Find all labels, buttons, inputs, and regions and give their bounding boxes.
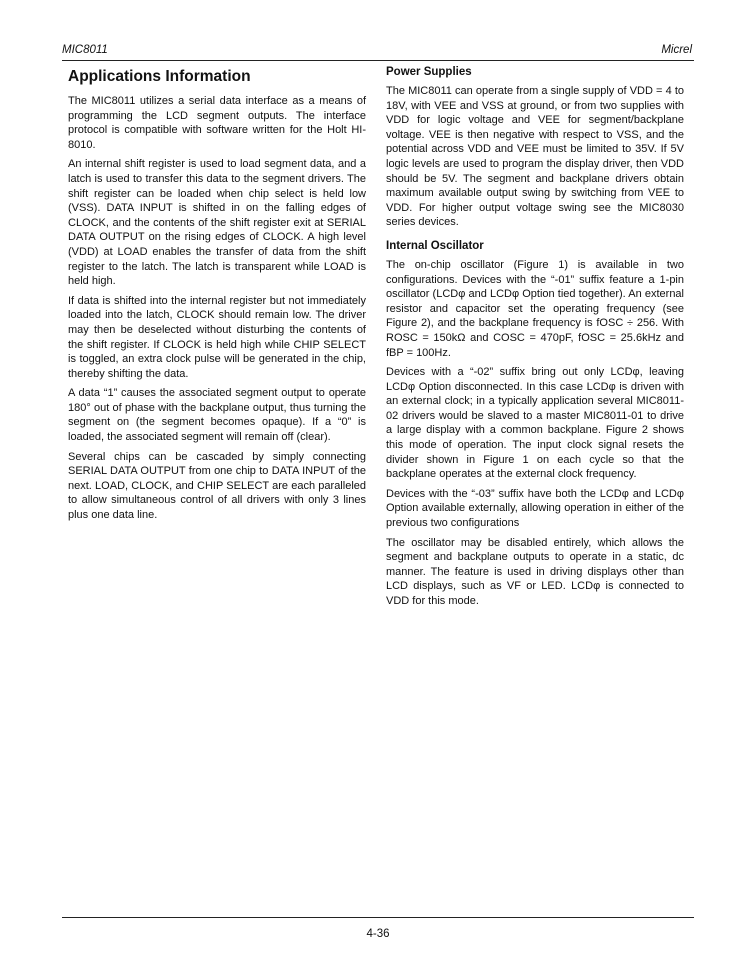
paragraph: The MIC8011 utilizes a serial data interface as a means of programming the LCD segment outputs. The interface protocol is compatible with software written for the Holt HI-8010. bbox=[68, 95, 366, 151]
right-column bbox=[386, 64, 684, 614]
paragraph: Several chips can be cascaded by simply connecting SERIAL DATA OUTPUT from one chip to DATA INPUT of the next. LOAD, CLOCK, and CHIP SELECT are each paralleled to allow simultaneous control of all drivers with only 3 lines plus one data line. bbox=[68, 450, 366, 522]
footer-rule bbox=[62, 917, 694, 918]
internal-oscillator-heading: Internal Oscillator bbox=[386, 239, 484, 252]
paragraph: A data “1” causes the associated segment output to operate 180° out of phase with the backplane output, thus turning the segment on (the segment becomes opaque). If a “0” is loaded, the associated segment will remain off (clear). bbox=[68, 387, 366, 444]
paragraph: The MIC8011 can operate from a single supply of VDD = 4 to 18V, with VEE and VSS at ground, or from two supplies with VDD for logic voltage and VEE for segment/backplane voltage. VEE is then negative with respect to VSS, and the potential across VDD and VEE must be limited to 35V. If 5V logic levels are used to program the display driver, then VDD should be 5V. The segment and backplane drivers obtain maximum available output swing by switching from VEE to VDD. For higher output voltage swing see the MIC8030 series devices. bbox=[386, 85, 684, 229]
paragraph: An internal shift register is used to load segment data, and a latch is used to transfer this data to the segment drivers. The shift register can be loaded when chip select is held low (VSS). DATA INPUT is shifted in on the falling edges of CLOCK, and the contents of the shift register exit at SERIAL DATA OUTPUT on the rising edges of CLOCK. A high level (VDD) at LOAD enables the transfer of data from the shift register to the latch. The latch is transparent while LOAD is held high. bbox=[68, 158, 366, 288]
left-column bbox=[68, 64, 366, 528]
paragraph: If data is shifted into the internal register but not immediately loaded into the latch, CLOCK should remain low. The driver may then be deselected without disturbing the contents of the shift register. If CLOCK is held high while CHIP SELECT is toggled, an extra clock pulse will be generated in the chip, thereby shifting the data. bbox=[68, 294, 366, 380]
header-company: Micrel bbox=[661, 44, 692, 56]
paragraph: The on-chip oscillator (Figure 1) is available in two configurations. Devices with the “-01” suffix feature a 1-pin oscillator (LCDφ and LCDφ Option tied together). An external resistor and capacitor set the operating frequency (see Figure 2), and the backplane frequency is fOSC ÷ 256. With ROSC = 150kΩ and COSC = 470pF, fOSC = 25.6kHz and fBP = 100Hz. bbox=[386, 258, 684, 359]
paragraph: Devices with the “-03” suffix have both the LCDφ and LCDφ Option available externally, allowing operation in either of the previous two configurations bbox=[386, 487, 684, 530]
header-part-number: MIC8011 bbox=[62, 44, 108, 56]
section-title: Applications Information bbox=[68, 68, 251, 85]
paragraph: Devices with a “-02” suffix bring out only LCDφ, leaving LCDφ Option disconnected. In this case LCDφ is driven with an external clock; in a typically application several MIC8011-02 drivers would be slaved to a master MIC8011-01 to drive a large display with a common backplane. Figure 2 shows this mode of operation. The input clock signal resets the divider shown in Figure 1 on each cycle so that the backplane operates at the external clock frequency. bbox=[386, 366, 684, 481]
power-supplies-heading: Power Supplies bbox=[386, 66, 472, 78]
page-number: 4-36 bbox=[366, 928, 390, 940]
paragraph: The oscillator may be disabled entirely, which allows the segment and backplane outputs to operate in a static, dc manner. The feature is used in driving displays other than LCD displays, such as VF or LED. LCDφ is connected to VDD for this mode. bbox=[386, 536, 684, 607]
header-rule bbox=[62, 60, 694, 61]
